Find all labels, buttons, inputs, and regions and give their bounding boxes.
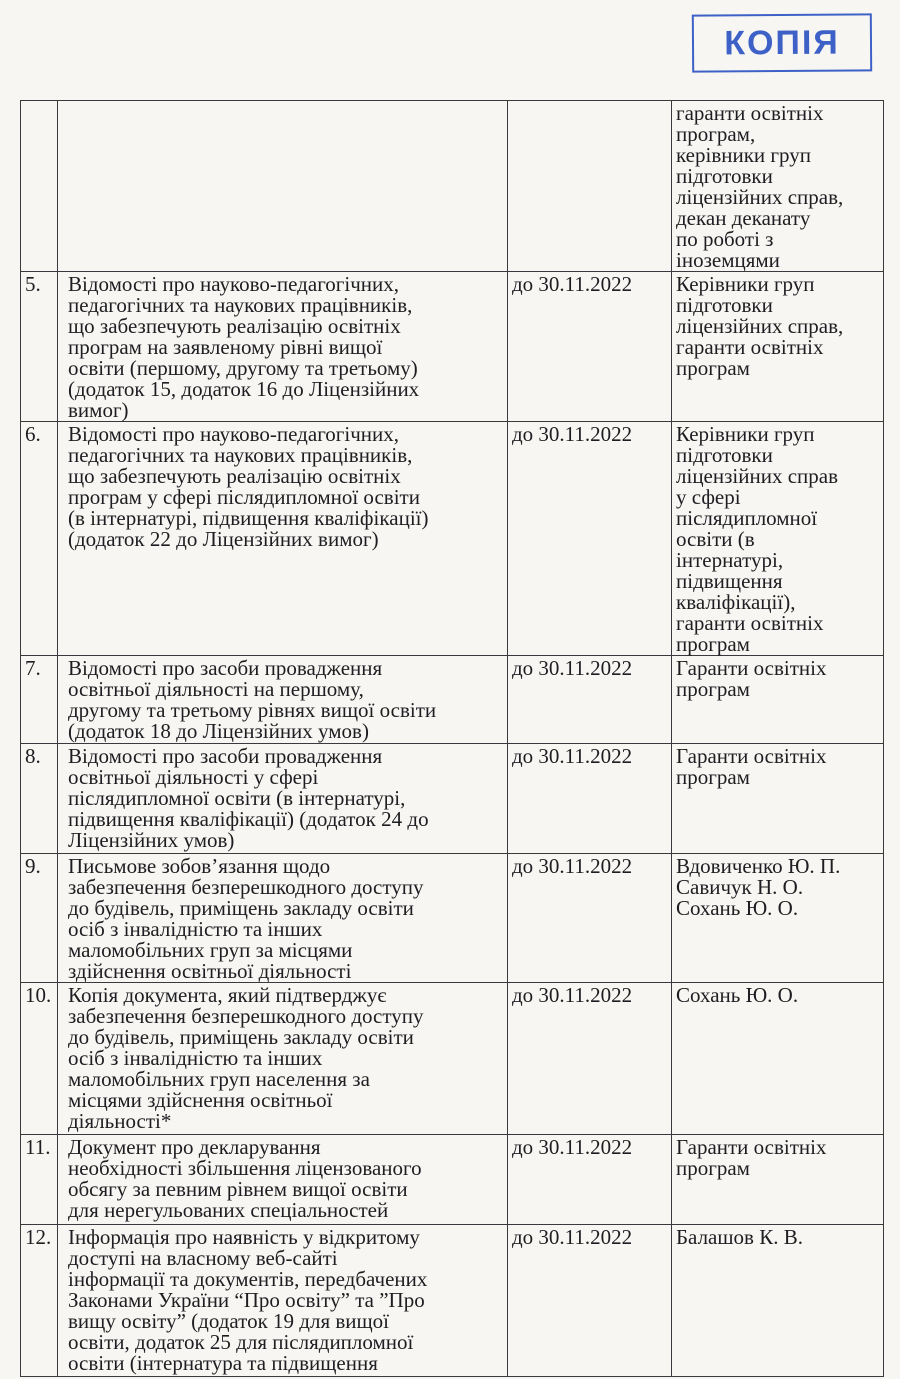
table-row — [21, 422, 884, 656]
row-description — [58, 744, 508, 854]
row-description-line: доступі на власному веб-сайті — [68, 1246, 338, 1270]
row-responsible-line: програм — [676, 356, 750, 380]
row-responsible-line: ліцензійних справ, — [676, 314, 844, 338]
row-description — [58, 1225, 508, 1377]
table-row — [21, 1135, 884, 1225]
row-responsible-line: кваліфікації), — [676, 590, 796, 614]
row-number: 5. — [21, 272, 58, 422]
row-number: 6. — [21, 422, 58, 656]
row-description-line: педагогічних та наукових працівників, — [68, 443, 413, 467]
row-responsible-line: підготовки — [676, 164, 773, 188]
row-responsible-line: керівники груп — [676, 143, 811, 167]
row-description-line: освітньої діяльності у сфері — [68, 765, 319, 789]
row-responsible-line: освіти (в — [676, 527, 755, 551]
row-responsible-line: Гаранти освітніх — [676, 744, 827, 768]
row-responsible — [672, 101, 884, 272]
row-description-line: Письмове зобов’язання щодо — [68, 854, 331, 878]
row-description-line: (додаток 22 до Ліцензійних вимог) — [68, 527, 379, 551]
table-row — [21, 101, 884, 272]
row-responsible-line: у сфері — [676, 485, 741, 509]
row-description-line: Відомості про науково-педагогічних, — [68, 422, 400, 446]
row-description-line: до будівель, приміщень закладу освіти — [68, 896, 414, 920]
row-description-line: (в інтернатурі, підвищення кваліфікації) — [68, 506, 429, 530]
row-description — [58, 101, 508, 272]
row-description-line: для нерегульованих спеціальностей — [68, 1198, 389, 1222]
row-number: 7. — [21, 656, 58, 744]
row-description-line: Законами України “Про освіту” та ”Про — [68, 1288, 425, 1312]
row-responsible-line: програм — [676, 677, 750, 701]
table-row — [21, 854, 884, 983]
row-number — [21, 101, 58, 272]
row-description-line: другому та третьому рівнях вищої освіти — [68, 698, 437, 722]
row-deadline: до 30.11.2022 — [508, 422, 672, 656]
row-description-line: осіб з інвалідністю та інших — [68, 1046, 323, 1070]
row-number: 9. — [21, 854, 58, 983]
row-description-line: освіти, додаток 25 для післядипломної — [68, 1330, 414, 1354]
row-responsible — [672, 854, 884, 983]
table-row — [21, 656, 884, 744]
row-responsible — [672, 656, 884, 744]
row-description-line: здійснення освітньої діяльності — [68, 959, 352, 983]
row-deadline: до 30.11.2022 — [508, 744, 672, 854]
row-responsible-line: програм — [676, 632, 750, 656]
row-description-line: педагогічних та наукових працівників, — [68, 293, 413, 317]
row-description — [58, 422, 508, 656]
document-table — [20, 100, 884, 1377]
row-responsible-line: Балашов К. В. — [676, 1225, 803, 1249]
row-responsible — [672, 744, 884, 854]
row-number: 10. — [21, 983, 58, 1135]
row-description-line: маломобільних груп за місцями — [68, 938, 353, 962]
row-responsible-line: інтернатурі, — [676, 548, 784, 572]
row-description-line: освітньої діяльності на першому, — [68, 677, 364, 701]
row-responsible-line: Гаранти освітніх — [676, 1135, 827, 1159]
row-deadline: до 30.11.2022 — [508, 272, 672, 422]
row-description-line: Інформація про наявність у відкритому — [68, 1225, 420, 1249]
row-description-line: освіти (першому, другому та третьому) — [68, 356, 418, 380]
row-responsible-line: по роботі з — [676, 227, 774, 251]
row-description-line: Ліцензійних умов) — [68, 828, 235, 852]
row-description — [58, 983, 508, 1135]
row-responsible — [672, 1225, 884, 1377]
row-responsible-line: гаранти освітніх — [676, 335, 824, 359]
row-responsible-line: Керівники груп — [676, 422, 815, 446]
row-responsible-line: іноземцями — [676, 248, 780, 272]
table-row — [21, 744, 884, 854]
row-responsible-line: Вдовиченко Ю. П. — [676, 854, 841, 878]
row-responsible — [672, 272, 884, 422]
table-row — [21, 272, 884, 422]
row-description-line: що забезпечують реалізацію освітніх — [68, 464, 401, 488]
row-description — [58, 656, 508, 744]
row-description-line: осіб з інвалідністю та інших — [68, 917, 323, 941]
row-responsible-line: Савичук Н. О. — [676, 875, 804, 899]
row-responsible-line: післядипломної — [676, 506, 818, 530]
copy-stamp — [692, 13, 872, 72]
table-row — [21, 1225, 884, 1377]
row-description-line: до будівель, приміщень закладу освіти — [68, 1025, 414, 1049]
row-description-line: (додаток 18 до Ліцензійних умов) — [68, 719, 369, 743]
row-description — [58, 272, 508, 422]
row-description-line: програм на заявленому рівні вищої — [68, 335, 383, 359]
row-deadline — [508, 101, 672, 272]
row-description-line: вищу освіту” (додаток 19 для вищої — [68, 1309, 390, 1333]
row-deadline: до 30.11.2022 — [508, 656, 672, 744]
row-responsible-line: гаранти освітніх — [676, 101, 824, 125]
row-responsible-line: підготовки — [676, 293, 773, 317]
row-responsible — [672, 983, 884, 1135]
row-description-line: підвищення кваліфікації) (додаток 24 до — [68, 807, 429, 831]
row-responsible-line: Гаранти освітніх — [676, 656, 827, 680]
row-responsible — [672, 1135, 884, 1225]
row-description-line: обсягу за певним рівнем вищої освіти — [68, 1177, 408, 1201]
row-number: 12. — [21, 1225, 58, 1377]
row-description-line: місцями здійснення освітньої — [68, 1088, 333, 1112]
row-description-line: забезпечення безперешкодного доступу — [68, 875, 424, 899]
row-responsible-line: програм, — [676, 122, 756, 146]
row-description-line: програм у сфері післядипломної освіти — [68, 485, 420, 509]
row-responsible-line: декан деканату — [676, 206, 811, 230]
row-description-line: Копія документа, який підтверджує — [68, 983, 387, 1007]
row-responsible — [672, 422, 884, 656]
row-responsible-line: підготовки — [676, 443, 773, 467]
row-description — [58, 854, 508, 983]
row-description-line: забезпечення безперешкодного доступу — [68, 1004, 424, 1028]
row-responsible-line: Сохань Ю. О. — [676, 983, 799, 1007]
row-number: 8. — [21, 744, 58, 854]
row-responsible-line: Керівники груп — [676, 272, 815, 296]
row-responsible-line: програм — [676, 1156, 750, 1180]
row-description-line: інформації та документів, передбачених — [68, 1267, 428, 1291]
row-description-line: необхідності збільшення ліцензованого — [68, 1156, 422, 1180]
row-number: 11. — [21, 1135, 58, 1225]
row-description-line: освіти (інтернатура та підвищення — [68, 1351, 378, 1375]
row-description-line: (додаток 15, додаток 16 до Ліцензійних — [68, 377, 420, 401]
row-responsible-line: гаранти освітніх — [676, 611, 824, 635]
row-deadline: до 30.11.2022 — [508, 1225, 672, 1377]
row-description-line: Відомості про засоби провадження — [68, 744, 383, 768]
row-description-line: Документ про декларування — [68, 1135, 321, 1159]
row-responsible-line: Сохань Ю. О. — [676, 896, 799, 920]
row-description-line: маломобільних груп населення за — [68, 1067, 370, 1091]
row-responsible-line: програм — [676, 765, 750, 789]
row-description-line: Відомості про науково-педагогічних, — [68, 272, 400, 296]
row-responsible-line: підвищення — [676, 569, 783, 593]
row-deadline: до 30.11.2022 — [508, 854, 672, 983]
row-description-line: що забезпечують реалізацію освітніх — [68, 314, 401, 338]
row-responsible-line: ліцензійних справ, — [676, 185, 844, 209]
row-deadline: до 30.11.2022 — [508, 1135, 672, 1225]
row-responsible-line: ліцензійних справ — [676, 464, 839, 488]
row-description-line: діяльності* — [68, 1109, 172, 1133]
row-description — [58, 1135, 508, 1225]
row-description-line: Відомості про засоби провадження — [68, 656, 383, 680]
table-row — [21, 983, 884, 1135]
row-description-line: післядипломної освіти (в інтернатурі, — [68, 786, 406, 810]
copy-stamp-label: КОПІЯ — [724, 23, 840, 62]
row-deadline: до 30.11.2022 — [508, 983, 672, 1135]
row-description-line: вимог) — [68, 398, 129, 422]
